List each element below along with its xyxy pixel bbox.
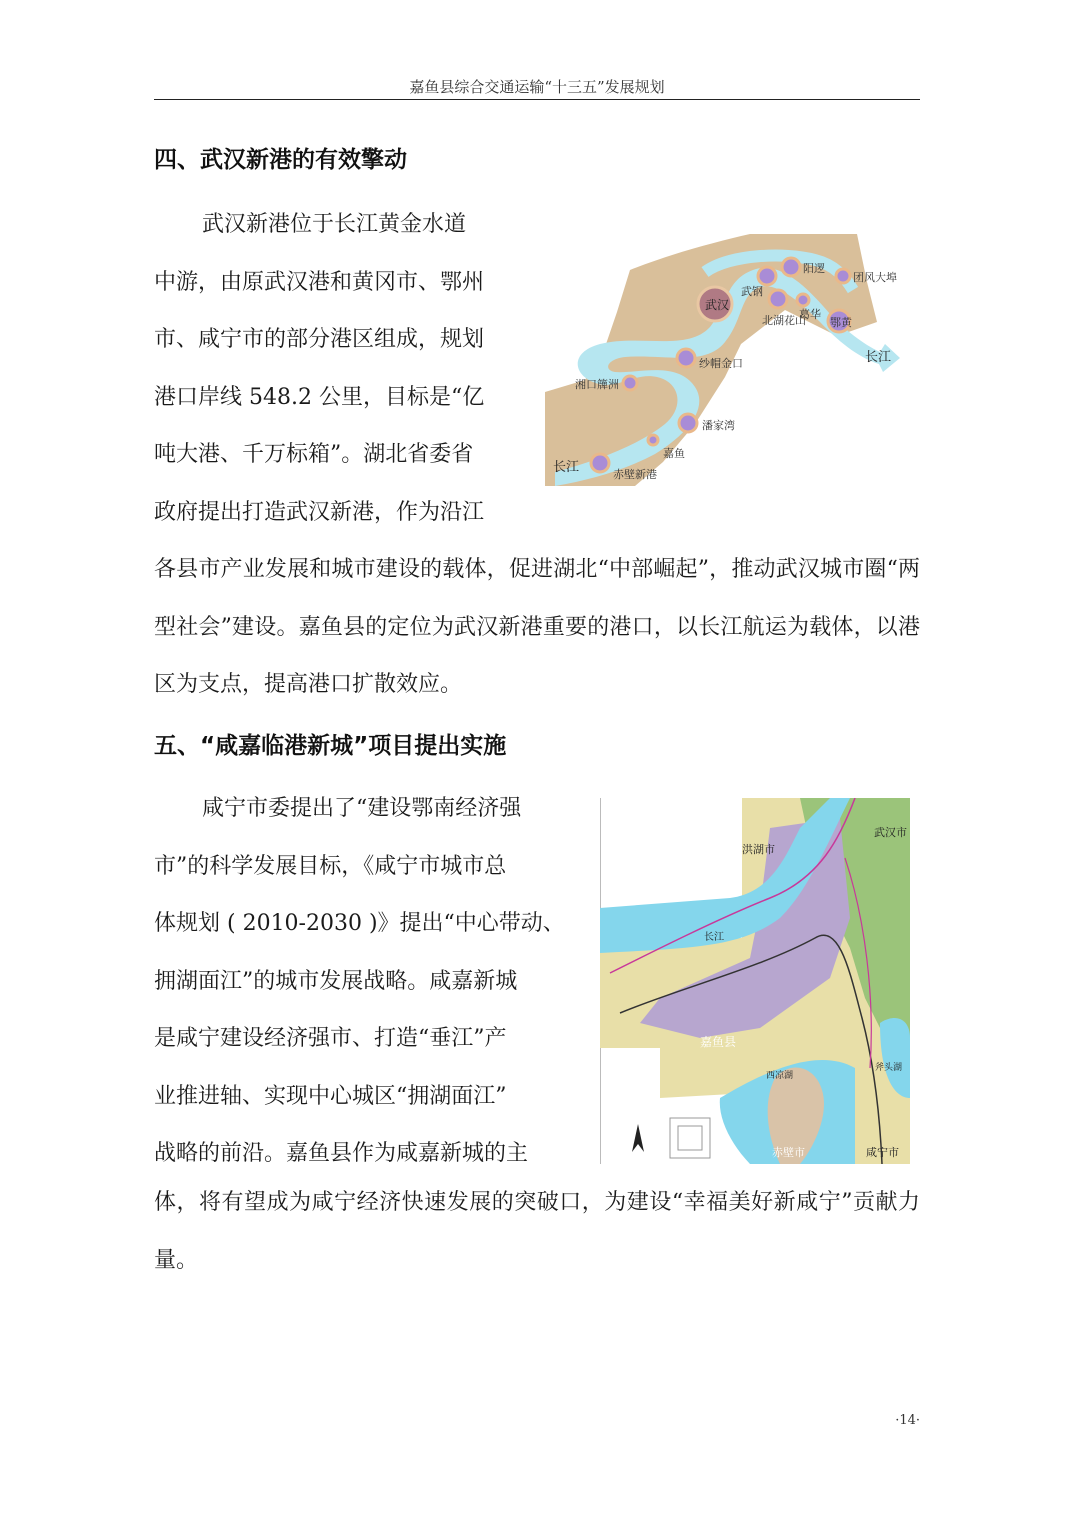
section-5-heading: 五、“咸嘉临港新城”项目提出实施 bbox=[154, 733, 507, 759]
text-line: 武汉新港位于长江黄金水道 bbox=[202, 212, 467, 237]
map-label-jiayu: 嘉鱼 bbox=[663, 447, 685, 460]
map-label-gehua: 葛华 bbox=[799, 308, 821, 321]
map-label-shamao: 纱帽金口 bbox=[699, 357, 743, 370]
map-label-xianning: 咸宁市 bbox=[866, 1146, 899, 1159]
section-5-wrap-text bbox=[154, 780, 584, 1183]
map-label-tuanfeng: 团风大埠 bbox=[853, 271, 897, 284]
text-line: 业推进轴、实现中心城区“拥湖面江” bbox=[154, 1083, 507, 1109]
map-label-panjiawan: 潘家湾 bbox=[702, 419, 735, 432]
map-label-yangluo: 阳逻 bbox=[803, 262, 825, 275]
page-number: ·14· bbox=[895, 1413, 920, 1428]
section-4-wrap-text bbox=[154, 196, 526, 541]
section-4-heading: 四、武汉新港的有效擎动 bbox=[154, 147, 407, 173]
text-line: 市”的科学发展目标，《咸宁市城市总 bbox=[154, 853, 507, 879]
map-label-xiliang: 西凉湖 bbox=[766, 1071, 794, 1081]
map-label-changjiang: 长江 bbox=[704, 932, 724, 943]
text-line: 政府提出打造武汉新港，作为沿江 bbox=[154, 499, 485, 525]
section-4-continuation: 各县市产业发展和城市建设的载体，促进湖北“中部崛起”，推动武汉城市圈“两型社会”建设。嘉鱼县的定位为武汉新港重要的港口，以长江航运为载体，以港区为支点，提高港口扩散效应。 bbox=[154, 557, 920, 697]
map-label-honghu: 洪湖市 bbox=[742, 843, 775, 856]
text-line: 体规划 ( 2010-2030 )》提出“中心带动、 bbox=[154, 911, 565, 936]
text-line: 战略的前沿。嘉鱼县作为咸嘉新城的主 bbox=[154, 1141, 529, 1166]
map-label-xiangkou: 湘口簰洲 bbox=[575, 378, 619, 391]
map-label-ehuang: 鄂黄 bbox=[830, 316, 852, 329]
map-label-wugang: 武钢 bbox=[741, 285, 763, 298]
map-label-wuhan: 武汉 bbox=[705, 298, 730, 312]
map-label-changjiang-west: 长江 bbox=[553, 460, 580, 475]
text-line: 拥湖面江”的城市发展战略。咸嘉新城 bbox=[154, 968, 518, 994]
map-label-chibi: 赤壁新港 bbox=[613, 468, 657, 481]
text-line: 市、咸宁市的部分港区组成，规划 bbox=[154, 327, 485, 352]
xianjia-new-city-map bbox=[600, 798, 910, 1164]
running-header: 嘉鱼县综合交通运输“十三五”发展规划 bbox=[409, 78, 665, 96]
map-label-beihu: 北湖花山 bbox=[762, 314, 806, 327]
text-line: 中游，由原武汉港和黄冈市、鄂州 bbox=[154, 269, 485, 295]
map-label-jiayu: 嘉鱼县 bbox=[700, 1035, 737, 1049]
section-5-continuation: 体，将有望成为咸宁经济快速发展的突破口，为建设“幸福美好新咸宁”贡献力量。 bbox=[154, 1190, 920, 1273]
text-line: 吨大港、千万标箱”。湖北省委省 bbox=[154, 442, 474, 467]
header-rule bbox=[154, 99, 920, 100]
text-line: 是咸宁建设经济强市、打造“垂江”产 bbox=[154, 1026, 507, 1051]
wuhan-new-port-map bbox=[545, 232, 913, 486]
map-label-chibi: 赤壁市 bbox=[772, 1146, 805, 1159]
text-line: 咸宁市委提出了“建设鄂南经济强 bbox=[202, 796, 522, 821]
text-line: 港口岸线 548.2 公里，目标是“亿 bbox=[154, 384, 485, 410]
map-label-wuhan: 武汉市 bbox=[874, 826, 907, 839]
map-label-futou: 斧头湖 bbox=[875, 1063, 903, 1073]
map-label-changjiang-east: 长江 bbox=[865, 350, 892, 365]
